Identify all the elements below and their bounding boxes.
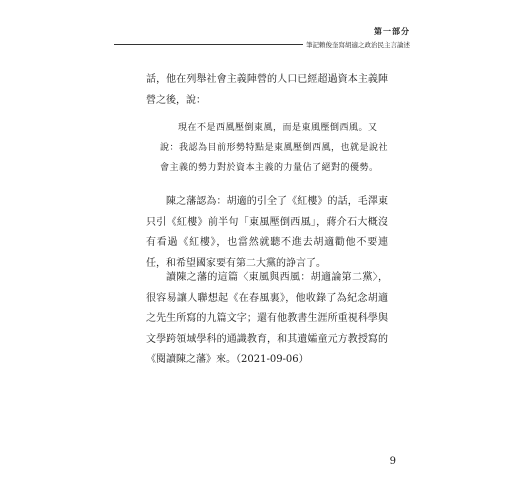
paragraph-3: 讀陳之藩的這篇〈東風與西風：胡適論第二黨〉，很容易讓人聯想起《在春風裏》，他收錄了為紀念胡適之先生所寫的九篇文字；還有他教書生涯所重視科學與文學跨領域學科的通識教育，和其遺孀童元方教授寫的《閱讀陳之藩》來。（2021-09-06） [146, 272, 388, 365]
page-number: 9 [389, 456, 396, 467]
paragraph-2: 陳之藩認為：胡適的引全了《紅樓》的話，毛澤東只引《紅樓》前半句「東風壓倒西風」，蔣介石大概沒有看過《紅樓》，也當然就聽不進去胡適勸他不要連任，和希望國家要有第二大黨的諍言了。 [146, 196, 388, 269]
block-quote: 現在不是西風壓倒東風，而是東風壓倒西風。又說：我認為目前形勢特點是東風壓倒西風，也就是說社會主義的勢力對於資本主義的力量佔了絕對的優勢。 [160, 123, 389, 173]
paragraph-1: 話，他在列舉社會主義陣營的人口已經超過資本主義陣營之後，說： [146, 74, 388, 106]
header-part-label: 第一部分 [374, 26, 410, 36]
header-subtitle: 筆記賴俊奎寫胡適之政治民主言論述 [303, 40, 410, 49]
